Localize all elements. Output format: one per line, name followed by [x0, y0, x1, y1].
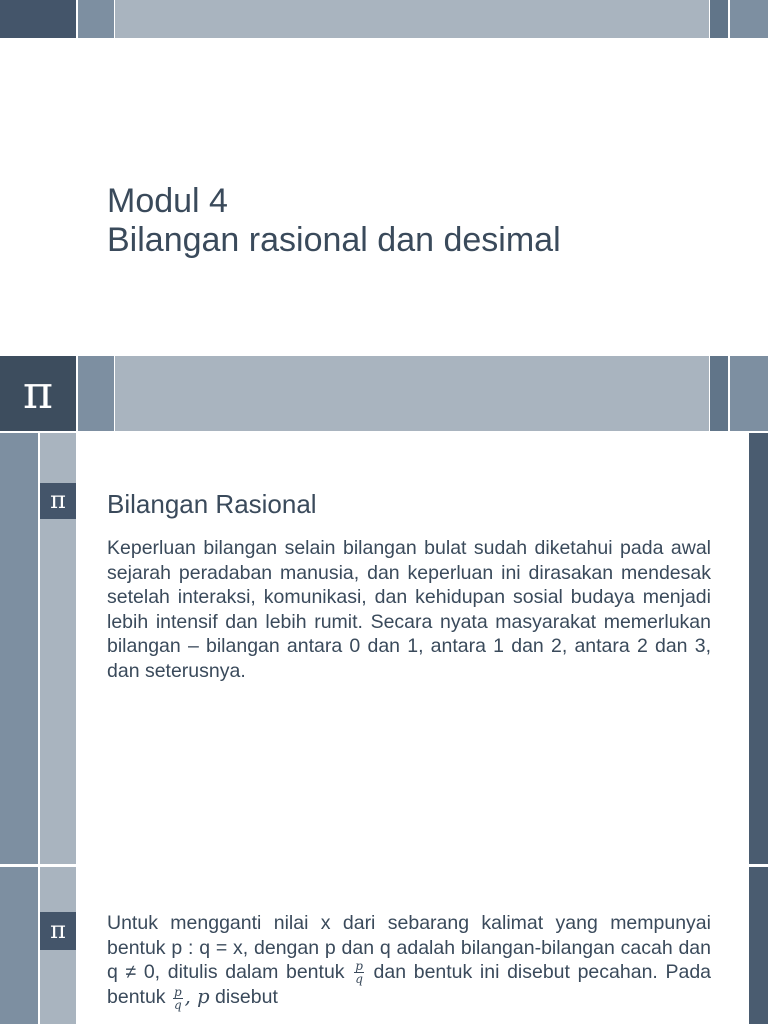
- title-line-2: Bilangan rasional dan desimal: [107, 221, 561, 259]
- fraction-numerator-2: p: [173, 984, 182, 999]
- top-bar-dark-block: [0, 0, 76, 38]
- body-paragraph-2: [107, 911, 711, 1011]
- fraction-numerator: p: [355, 959, 363, 974]
- text-part-1: Untuk mengganti nilai x dari sebarang kalimat yang mempunyai bentuk p : q = x, dengan p dan q adalah bilangan-bilangan cacah dan q ≠ 0, ditulis dalam bentuk: [107, 912, 711, 983]
- text-part-3: , p: [184, 985, 210, 1009]
- pi-logo-block: [0, 356, 76, 431]
- bullet-pi-box: [40, 483, 76, 519]
- fraction-denominator: q: [355, 972, 363, 987]
- text-part-2: dan bentuk ini disebut pecahan. Pada bentuk: [107, 961, 712, 1009]
- bullet-pi-box-2: [40, 912, 76, 950]
- header-dark-right: [710, 356, 728, 431]
- left-sidebar-dark: [0, 433, 38, 864]
- header-light-block: [115, 356, 709, 431]
- fraction-denominator-2: q: [173, 997, 182, 1012]
- fraction-p-over-q: [354, 960, 364, 985]
- pi-logo-icon: π: [22, 365, 54, 419]
- right-sidebar-2: [749, 867, 768, 1024]
- body-paragraph: Keperluan bilangan selain bilangan bulat sudah diketahui pada awal sejarah peradaban manusia, dan keperluan ini dirasakan mendesak setelah interaksi, komunikasi, dan kehidupan sosial budaya menjadi lebih intensif dan lebih rumit. Secara nyata masyarakat memerlukan bilangan – bilangan antara 0 dan 1, antara 1 dan 2, antara 2 dan 3, dan seterusnya.: [107, 537, 711, 682]
- bullet-pi-icon-2: π: [50, 916, 66, 944]
- left-sidebar-dark-2: [0, 867, 38, 1024]
- top-bar-steel-right: [730, 0, 768, 38]
- bullet-pi-icon: π: [50, 486, 66, 514]
- text-part-4: disebut: [214, 986, 278, 1009]
- slide-title: [107, 182, 747, 260]
- top-bar-steel-block: [78, 0, 114, 38]
- fraction-p-over-q-2: [173, 986, 183, 1011]
- header-steel-block: [78, 356, 114, 431]
- title-line-1: Modul 4: [107, 182, 228, 220]
- top-bar-light-block: [115, 0, 709, 38]
- top-bar-dark-right: [710, 0, 728, 38]
- header-steel-right: [730, 356, 768, 431]
- right-sidebar: [749, 433, 768, 864]
- section-heading: Bilangan Rasional: [107, 489, 317, 519]
